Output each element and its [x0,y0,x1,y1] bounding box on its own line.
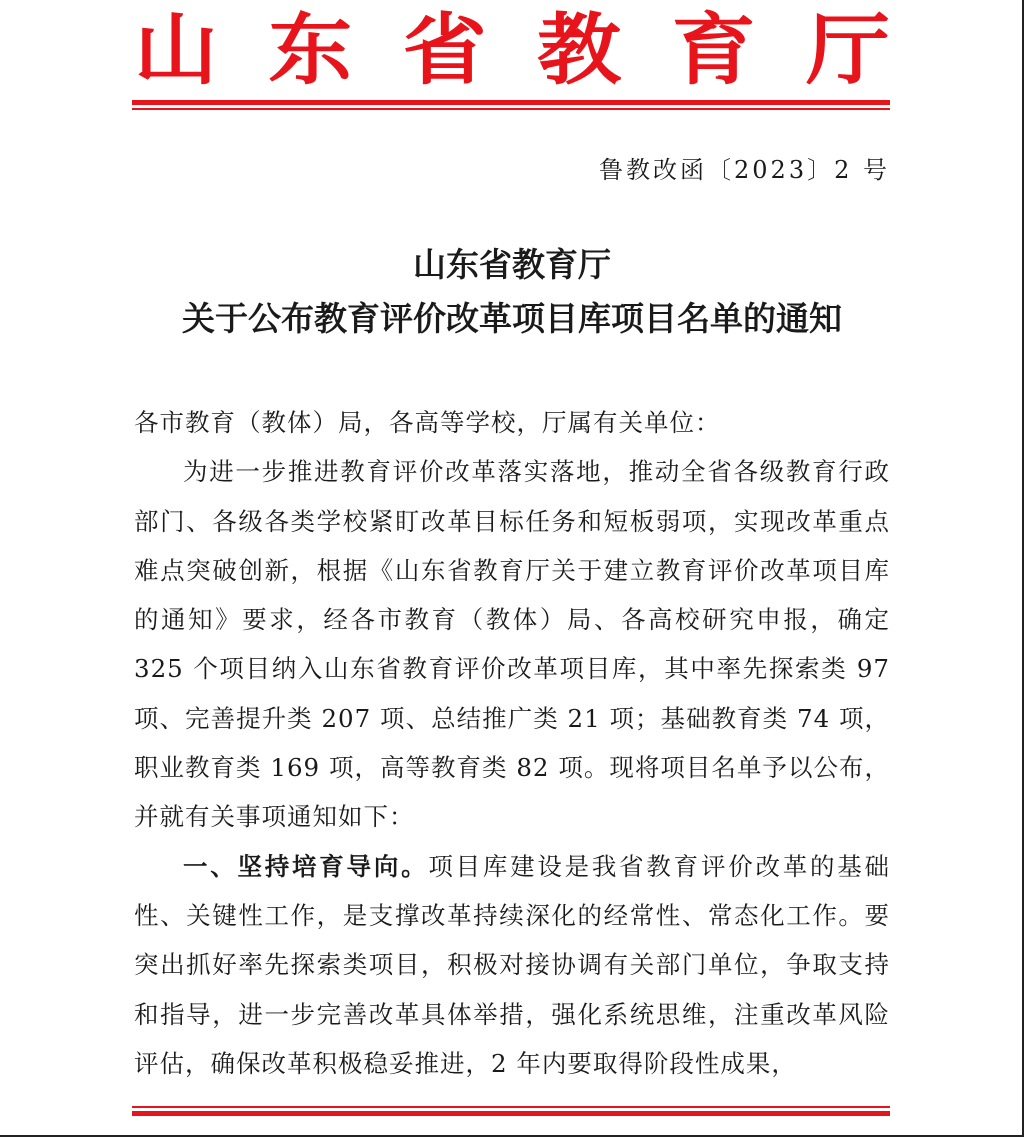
paragraph-intro: 为进一步推进教育评价改革落实落地，推动全省各级教育行政部门、各级各类学校紧盯改革目标任务和短板弱项，实现改革重点难点突破创新，根据《山东省教育厅关于建立教育评价改革项目库的通知》要求，经各市教育（教体）局、各高校研究申报，确定 325 个项目纳入山东省教育评价改革项目库，其中率先探索类 97 项、完善提升类 207 项、总结推广类 21 项；基础教育类 74 项，职业教育类 169 项，高等教育类 82 项。现将项目名单予以公布，并就有关事项通知如下： [134,457,890,832]
section-1-heading: 一、坚持培育导向。 [183,851,429,881]
header-red-rule-thick [132,100,890,105]
masthead-char: 山 [134,4,219,96]
paragraph-section-1 [134,842,890,1088]
masthead-red-header [134,0,890,100]
masthead-char: 教 [537,4,622,96]
masthead-char: 省 [402,4,487,96]
masthead-char: 东 [268,4,353,96]
masthead-char: 厅 [805,4,890,96]
footer-red-rule-thick [132,1111,890,1116]
section-1-text: 项目库建设是我省教育评价改革的基础性、关键性工作，是支撑改革持续深化的经常性、常态化工作。要突出抓好率先探索类项目，积极对接协调有关部门单位，争取支持和指导，进一步完善改革具体举措，强化系统思维，注重改革风险评估，确保改革积极稳妥推进，2 年内要取得阶段性成果， [134,851,891,1078]
footer-red-rule-thin [132,1106,890,1108]
document-title [134,238,890,346]
title-line-issuer: 山东省教育厅 [413,245,611,284]
document-number: 鲁教改函〔2023〕2 号 [599,156,890,184]
salutation: 各市教育（教体）局，各高等学校，厅属有关单位： [134,408,721,437]
masthead-char: 育 [671,4,756,96]
header-red-rule-thin [132,108,890,110]
document-body [134,398,890,1088]
title-line-subject: 关于公布教育评价改革项目库项目名单的通知 [182,299,842,338]
